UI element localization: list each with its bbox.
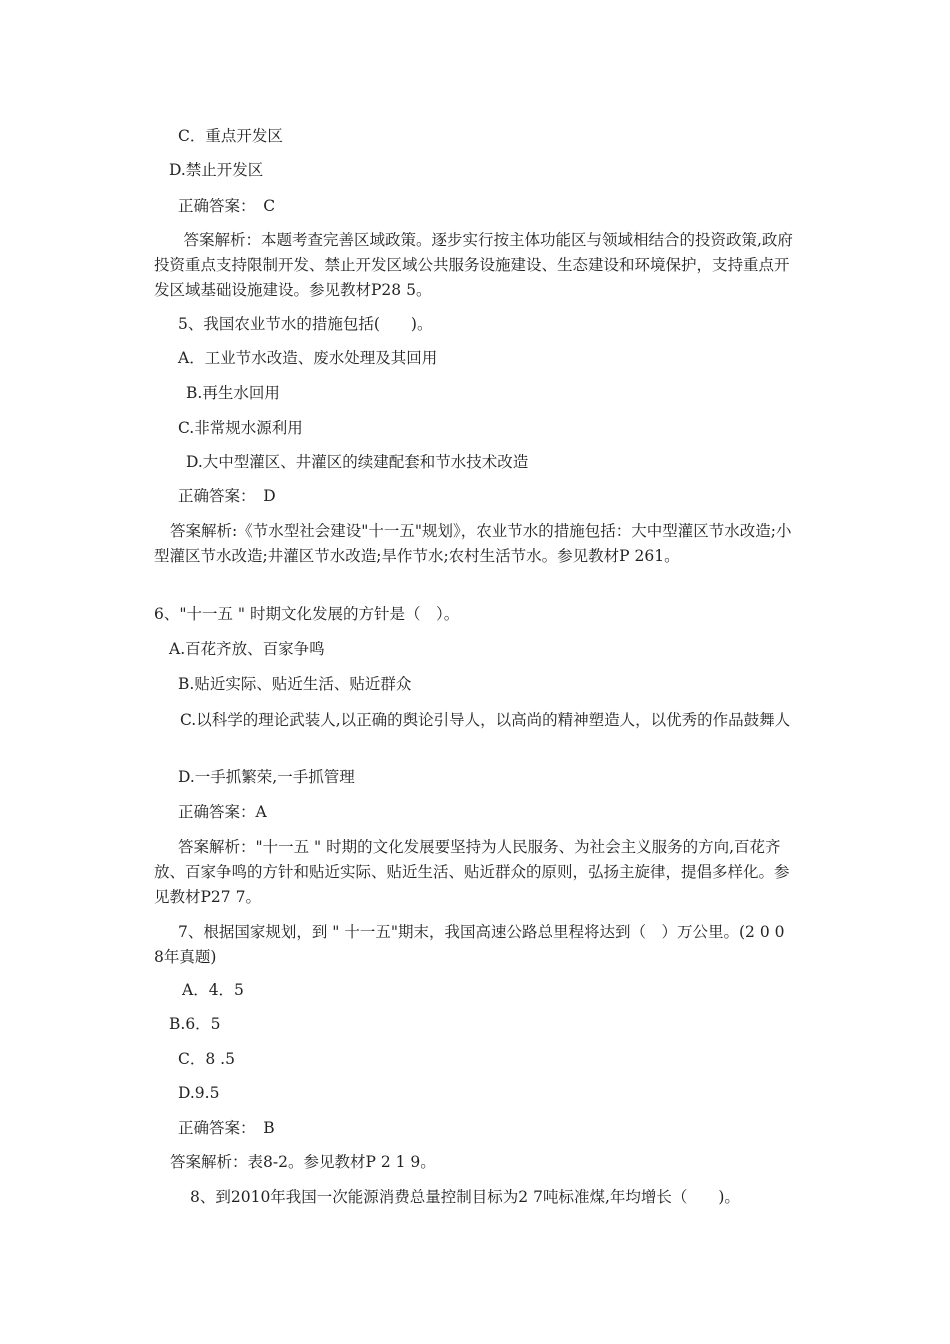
q4-option-c: C．重点开发区 xyxy=(178,127,283,145)
q7-explanation: 答案解析：表8-2。参见教材P 2 1 9。 xyxy=(170,1153,436,1171)
q7-question: 7、根据国家规划，到 " 十一五"期末，我国高速公路总里程将达到（ ）万公里。(2 0 0 8年真题) xyxy=(154,923,785,966)
q6-explanation: 答案解析："十一五 " 时期的文化发展要坚持为人民服务、为社会主义服务的方向,百花齐放、百家争鸣的方针和贴近实际、贴近生活、贴近群众的原则，弘扬主旋律，提倡多样化。参见教材P27 7。 xyxy=(154,838,790,906)
q5-option-c: C.非常规水源利用 xyxy=(178,419,303,437)
q5-option-a: A．工业节水改造、废水处理及其回用 xyxy=(178,349,438,367)
q6-option-b: B.贴近实际、贴近生活、贴近群众 xyxy=(178,675,412,693)
q7-answer: 正确答案： B xyxy=(178,1119,275,1137)
q6-question: 6、"十一五 " 时期文化发展的方针是（ ）。 xyxy=(154,605,460,623)
q7-option-a: A．4．5 xyxy=(182,981,244,999)
q6-option-a: A.百花齐放、百家争鸣 xyxy=(169,640,325,658)
q7-option-b: B.6．5 xyxy=(169,1015,221,1033)
q5-question: 5、我国农业节水的措施包括( )。 xyxy=(178,315,433,333)
q4-explanation: 答案解析：本题考查完善区域政策。逐步实行按主体功能区与领域相结合的投资政策,政府投资重点支持限制开发、禁止开发区域公共服务设施建设、生态建设和环境保护，支持重点开发区域基础设施建设。参见教材P28 5。 xyxy=(154,231,793,299)
q5-option-b: B.再生水回用 xyxy=(186,384,280,402)
q4-option-d: D.禁止开发区 xyxy=(169,161,264,179)
q6-answer: 正确答案：A xyxy=(178,803,267,821)
q5-answer: 正确答案： D xyxy=(178,487,276,505)
q6-option-c: C.以科学的理论武装人,以正确的舆论引导人，以高尚的精神塑造人，以优秀的作品鼓舞人 xyxy=(180,711,791,729)
q5-explanation: 答案解析:《节水型社会建设"十一五"规划》，农业节水的措施包括：大中型灌区节水改造;小型灌区节水改造;井灌区节水改造;旱作节水;农村生活节水。参见教材P 261。 xyxy=(154,522,792,565)
q7-option-d: D.9.5 xyxy=(178,1084,220,1102)
q6-option-d: D.一手抓繁荣,一手抓管理 xyxy=(178,768,355,786)
q8-question: 8、到2010年我国一次能源消费总量控制目标为2 7吨标准煤,年均增长（ )。 xyxy=(190,1188,740,1206)
q5-option-d: D.大中型灌区、井灌区的续建配套和节水技术改造 xyxy=(186,453,529,471)
q7-option-c: C．8 .5 xyxy=(178,1050,235,1068)
q4-answer: 正确答案： C xyxy=(178,197,276,215)
